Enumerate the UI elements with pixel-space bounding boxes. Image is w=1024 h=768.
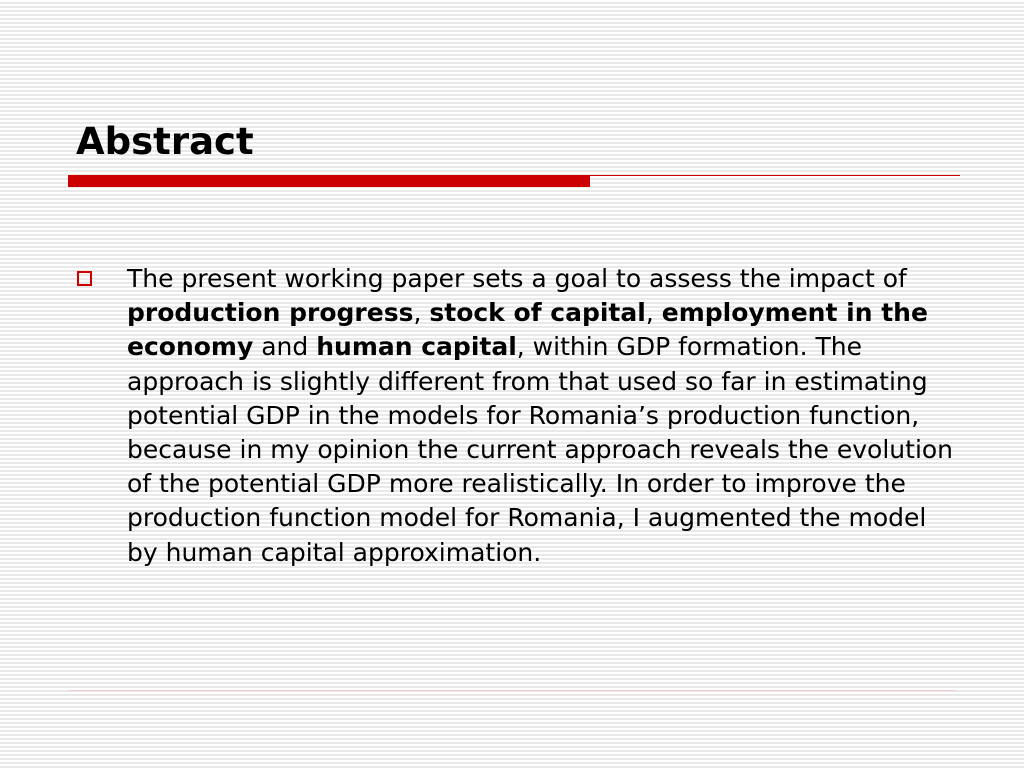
title-accent-bar — [68, 175, 590, 187]
term-employment: employment in the economy — [127, 298, 928, 362]
square-bullet-icon — [77, 271, 92, 286]
term-production-progress: production progress — [127, 298, 414, 328]
abstract-text-part: and — [253, 332, 317, 362]
term-human-capital: human capital — [316, 332, 517, 362]
abstract-text-part: , — [413, 298, 430, 328]
term-stock-of-capital: stock of capital — [429, 298, 646, 328]
abstract-text-part: The present working paper sets a goal to assess the impact of — [127, 264, 907, 293]
slide-title: Abstract — [76, 120, 254, 163]
abstract-paragraph — [127, 262, 957, 570]
footer-divider-line — [68, 690, 956, 691]
abstract-text-part: , within GDP formation. The approach is slightly different from that used so far in estimating potential GDP in the models for Romania’s production function, because in my opinion the current approach reveals the evolution of the potential GDP more realistically. In order to improve the production function model for Romania, I augmented the model by human capital approximation. — [127, 332, 954, 567]
title-divider-line — [590, 175, 960, 176]
abstract-text-part: , — [645, 298, 662, 328]
